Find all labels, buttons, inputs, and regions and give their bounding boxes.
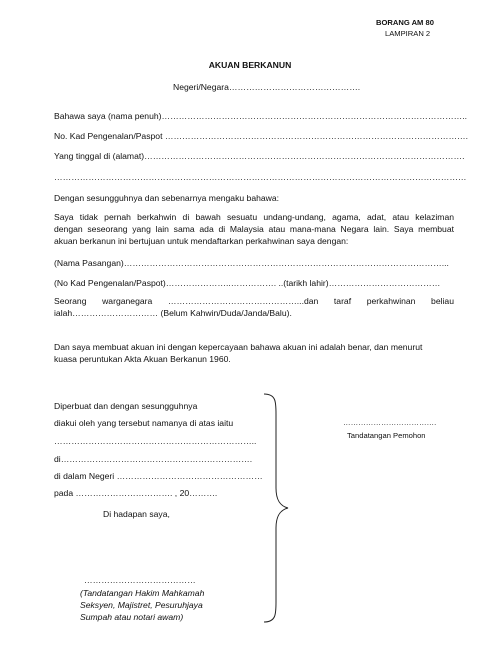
sworn-state-field: di dalam Negeri …………………………………………… xyxy=(54,471,263,481)
brace-graphic xyxy=(258,392,292,624)
state-field: Negeri/Negara………………………………………. xyxy=(173,82,361,92)
address-continuation-field: ……………………………………………………………………………………………………………………………… xyxy=(54,172,467,182)
sworn-place-field: di…………………………………………………………. xyxy=(54,454,253,464)
declaration-line-2: dengan seseorang yang lain sama ada di Malaysia atau mana-mana Negara lain. Saya membuat xyxy=(54,224,454,234)
sworn-line-1: Diperbuat dan dengan sesungguhnya xyxy=(54,401,198,411)
closing-line-2: kuasa peruntukan Akta Akuan Berkanun 1960. xyxy=(54,354,231,364)
full-name-field: Bahawa saya (nama penuh)…………………………………………………………………………………………….. xyxy=(54,111,468,121)
partner-name-field: (Nama Pasangan)…………………………………………………………………………………………………... xyxy=(54,258,449,268)
declaration-line-1: Saya tidak pernah berkahwin di bawah sesuatu undang-undang, agama, adat, atau kelaziman xyxy=(54,212,454,222)
sworn-line-2: diakui oleh yang tersebut namanya di atas iaitu xyxy=(54,418,234,428)
witness-signature-label-3: Sumpah atau notari awam) xyxy=(80,612,184,622)
applicant-signature-line: ………………………………. xyxy=(343,418,437,427)
witness-signature-line: ………………………………… xyxy=(84,575,196,585)
closing-line-1: Dan saya membuat akuan ini dengan kepercayaan bahawa akuan ini adalah benar, dan menurut xyxy=(54,342,423,352)
citizenship-line: Seorang warganegara ………………………………………...dan taraf perkahwinan beliau xyxy=(54,296,454,306)
attachment-label: LAMPIRAN 2 xyxy=(385,29,431,38)
witness-signature-label-2: Seksyen, Majistret, Pesuruhjaya xyxy=(80,600,203,610)
declaration-line-3: akuan berkanun ini bertujuan untuk mendaftarkan perkahwinan saya dengan: xyxy=(54,236,349,246)
sworn-line-3: …………………………………………………………….. xyxy=(54,436,257,446)
ic-number-field: No. Kad Pengenalan/Paspot ……………………………………………………………………………………………. xyxy=(54,131,469,141)
partner-ic-field: (No Kad Pengenalan/Paspot)…………………..……………. ..(tarikh lahir)………………………………… xyxy=(54,278,441,288)
form-code: BORANG AM 80 xyxy=(376,18,434,27)
marital-status-line: ialah………………………… (Belum Kahwin/Duda/Janda/Balu). xyxy=(54,308,292,318)
declaration-intro: Dengan sesungguhnya dan sebenarnya mengaku bahawa: xyxy=(54,193,280,203)
before-me-label: Di hadapan saya, xyxy=(103,509,170,519)
witness-signature-label-1: (Tandatangan Hakim Mahkamah xyxy=(80,588,205,598)
applicant-signature-label: Tandatangan Pemohon xyxy=(347,431,426,440)
page-title: AKUAN BERKANUN xyxy=(208,60,292,70)
address-field: Yang tinggal di (alamat)…………………………………………………………………………………………………. xyxy=(54,151,465,161)
sworn-date-field: pada ……………………………. , 20………. xyxy=(54,488,218,498)
